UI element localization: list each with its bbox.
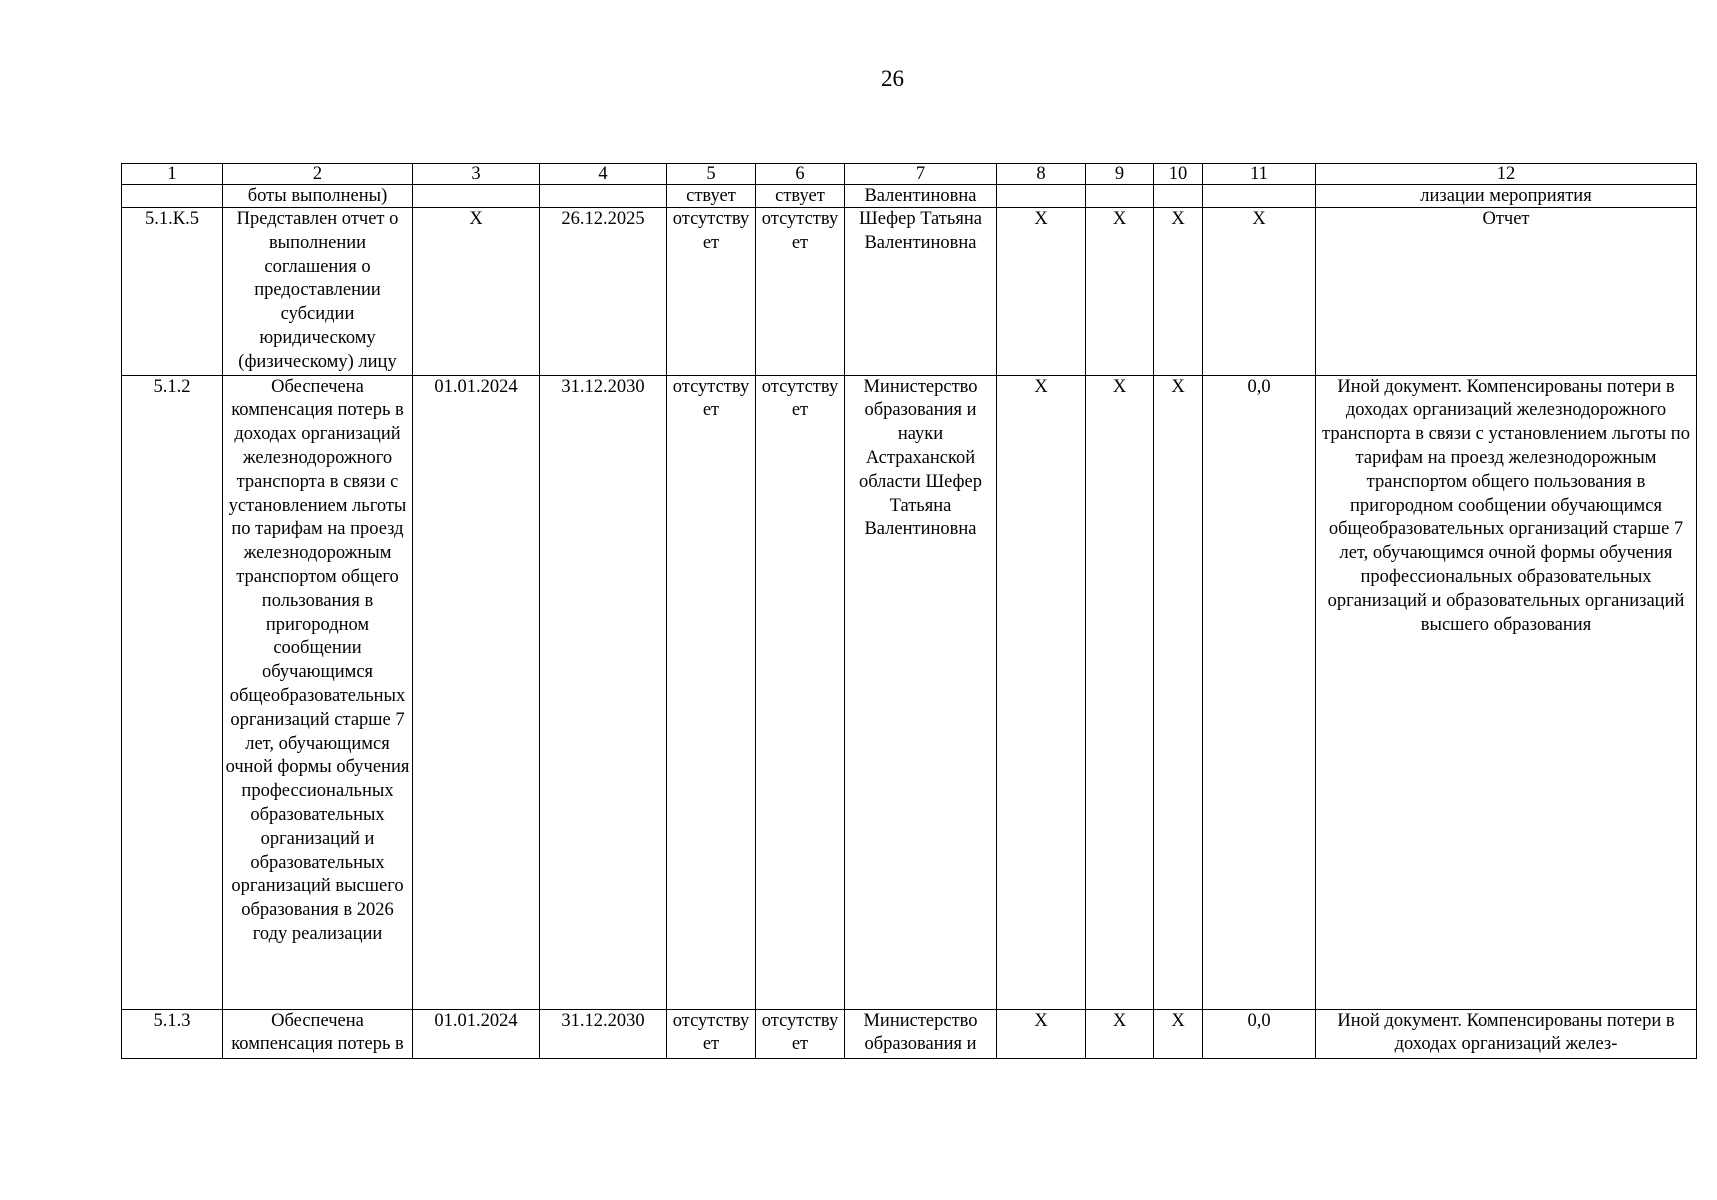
table-cell: 0,0 (1203, 375, 1316, 1009)
start-date: X (413, 208, 540, 376)
column-number: 11 (1203, 164, 1316, 185)
table-cell: отсутствует (756, 1009, 845, 1058)
table-cell (540, 185, 667, 208)
start-date: 01.01.2024 (413, 375, 540, 1009)
table-cell (997, 185, 1086, 208)
table-cell: X (997, 375, 1086, 1009)
row-number: 5.1.К.5 (122, 208, 223, 376)
start-date: 01.01.2024 (413, 1009, 540, 1058)
column-number: 10 (1154, 164, 1203, 185)
row-number: 5.1.3 (122, 1009, 223, 1058)
table-cell: ствует (756, 185, 845, 208)
table-cell: X (1086, 375, 1154, 1009)
column-number: 5 (667, 164, 756, 185)
column-number-row (122, 164, 1697, 185)
table-cell: Валентиновна (845, 185, 997, 208)
table-cell: X (997, 1009, 1086, 1058)
end-date: 26.12.2025 (540, 208, 667, 376)
table-cell: X (1086, 208, 1154, 376)
responsible-person: Шефер Татьяна Валентиновна (845, 208, 997, 376)
table-row (122, 208, 1697, 376)
result-description: Обеспечена компенсация потерь в (223, 1009, 413, 1058)
table-cell (1203, 185, 1316, 208)
column-number: 1 (122, 164, 223, 185)
responsible-person: Министерство образования и (845, 1009, 997, 1058)
table-cell: ствует (667, 185, 756, 208)
responsible-person: Министерство образования и науки Астраханской области Шефер Татьяна Валентиновна (845, 375, 997, 1009)
column-number: 12 (1316, 164, 1697, 185)
measures-table (121, 163, 1697, 1059)
table-cell: отсутствует (667, 208, 756, 376)
column-number: 9 (1086, 164, 1154, 185)
result-document: Иной документ. Компенсированы потери в доходах организаций железнодорожного транспорта в связи с установлением льготы по тарифам на проезд железнодорожным транспортом общего пользования в пригородном сообщении обучающимся общеобразовательных организаций старше 7 лет, обучающимся очной формы обучения профессиональных образовательных организаций и образовательных организаций высшего образования (1316, 375, 1697, 1009)
table-cell: X (1154, 208, 1203, 376)
continuation-row (122, 185, 1697, 208)
table-row (122, 375, 1697, 1009)
table-cell: боты выполнены) (223, 185, 413, 208)
table-cell: отсутствует (667, 375, 756, 1009)
table-cell (122, 185, 223, 208)
table-cell (413, 185, 540, 208)
table-cell (1154, 185, 1203, 208)
table-row (122, 1009, 1697, 1058)
end-date: 31.12.2030 (540, 1009, 667, 1058)
table-cell (1086, 185, 1154, 208)
column-number: 6 (756, 164, 845, 185)
column-number: 4 (540, 164, 667, 185)
table-cell: X (1086, 1009, 1154, 1058)
row-number: 5.1.2 (122, 375, 223, 1009)
table-cell: X (1154, 1009, 1203, 1058)
table-cell: отсутствует (667, 1009, 756, 1058)
table-cell: лизации мероприятия (1316, 185, 1697, 208)
column-number: 2 (223, 164, 413, 185)
result-document: Иной документ. Компенсированы потери в доходах организаций желез- (1316, 1009, 1697, 1058)
table-cell: X (997, 208, 1086, 376)
end-date: 31.12.2030 (540, 375, 667, 1009)
column-number: 3 (413, 164, 540, 185)
result-document: Отчет (1316, 208, 1697, 376)
result-description: Представлен отчет о выполнении соглашения о предоставлении субсидии юридическому (физическому) лицу (223, 208, 413, 376)
result-description: Обеспечена компенсация потерь в доходах организаций железнодорожного транспорта в связи с установлением льготы по тарифам на проезд железнодорожным транспортом общего пользования в пригородном сообщении обучающимся общеобразовательных организаций старше 7 лет, обучающимся очной формы обучения профессиональных образовательных организаций и образовательных организаций высшего образования в 2026 году реализации (223, 375, 413, 1009)
column-number: 8 (997, 164, 1086, 185)
table-cell: 0,0 (1203, 1009, 1316, 1058)
table-cell: отсутствует (756, 375, 845, 1009)
column-number: 7 (845, 164, 997, 185)
table-cell: X (1154, 375, 1203, 1009)
table-cell: X (1203, 208, 1316, 376)
table-cell: отсутствует (756, 208, 845, 376)
page-number: 26 (881, 66, 904, 91)
